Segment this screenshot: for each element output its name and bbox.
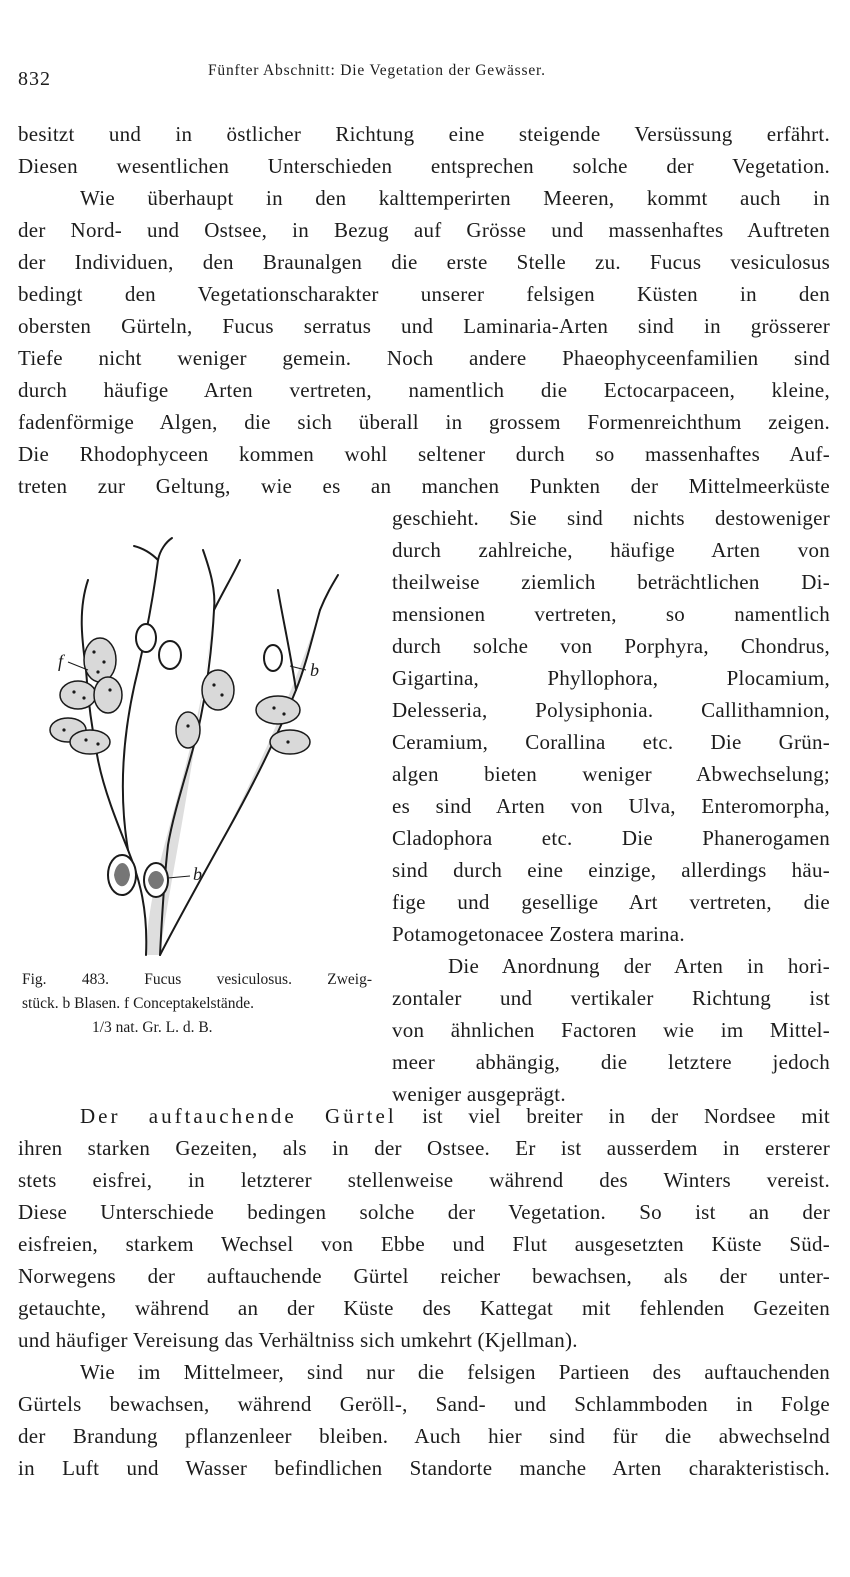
figure-label-b-upper: b [310,660,319,680]
text-line: Die Rhodophyceen kommen wohl seltener durch so massenhaftes Auf- [18,442,830,466]
text-line: Gürtels bewachsen, während Geröll-, Sand- und Schlammboden in Folge [18,1392,830,1416]
text-line: und häufiger Vereisung das Verhältniss sich umkehrt (Kjellman). [18,1328,578,1352]
text-line: Diese Unterschiede bedingen solche der Vegetation. So ist an der [18,1200,830,1224]
text-line: durch zahlreiche, häufige Arten von [392,538,830,562]
text-line: Cladophora etc. Die Phanerogamen [392,826,830,850]
text-fragment: ist viel breiter in der Nordsee mit [422,1104,830,1128]
text-line: Tiefe nicht weniger gemein. Noch andere Phaeophyceenfamilien sind [18,346,830,370]
text-line: der Individuen, den Braunalgen die erste Stelle zu. Fucus vesiculosus [18,250,830,274]
text-line: weniger ausgeprägt. [392,1082,566,1106]
running-title: Fünfter Abschnitt: Die Vegetation der Gewässer. [208,62,546,79]
caption-line: stück. b Blasen. f Conceptakelstände. [22,995,255,1012]
emphasized-term: Der auftauchende Gürtel [80,1104,397,1128]
text-line: algen bieten weniger Abwechselung; [392,762,830,786]
text-line: ihren starken Gezeiten, als in der Ostsee. Er ist ausserdem in ersterer [18,1136,830,1160]
figure-label-b-lower: b [193,864,202,884]
text-line: mensionen vertreten, so namentlich [392,602,830,626]
text-line: von ähnlichen Factoren wie im Mittel- [392,1018,830,1042]
text-line: Delesseria, Polysiphonia. Callithamnion, [392,698,830,722]
fucus-illustration [28,530,373,960]
text-line: in Luft und Wasser befindlichen Standorte manche Arten charakteristisch. [18,1456,830,1480]
text-line: fige und gesellige Art vertreten, die [392,890,830,914]
text-line: Ceramium, Corallina etc. Die Grün- [392,730,830,754]
text-line: Die Anordnung der Arten in hori- [448,954,830,978]
text-line: der Brandung pflanzenleer bleiben. Auch hier sind für die abwechselnd [18,1424,830,1448]
caption-line: 1/3 nat. Gr. L. d. B. [92,1019,213,1036]
text-line: stets eisfrei, in letzterer stellenweise während des Winters vereist. [18,1168,830,1192]
text-line: meer abhängig, die letztere jedoch [392,1050,830,1074]
page-header [18,58,818,88]
text-line: besitzt und in östlicher Richtung eine steigende Versüssung erfährt. [18,122,830,146]
text-line: getauchte, während an der Küste des Kattegat mit fehlenden Gezeiten [18,1296,830,1320]
text-line: bedingt den Vegetationscharakter unserer felsigen Küsten in den [18,282,830,306]
page-number: 832 [18,68,51,90]
text-line: fadenförmige Algen, die sich überall in grossem Formenreichthum zeigen. [18,410,830,434]
text-line: Gigartina, Phyllophora, Plocamium, [392,666,830,690]
text-line: Potamogetonacee Zostera marina. [392,922,685,946]
figure-label-f: f [58,651,64,671]
text-line: zontaler und vertikaler Richtung ist [392,986,830,1010]
caption-line: Fig. 483. Fucus vesiculosus. Zweig- [22,971,372,988]
text-line: geschieht. Sie sind nichts destoweniger [392,506,830,530]
text-line [80,1100,830,1132]
text-line: sind durch eine einzige, allerdings häu- [392,858,830,882]
text-line: theilweise ziemlich beträchtlichen Di- [392,570,830,594]
text-line: treten zur Geltung, wie es an manchen Punkten der Mittelmeerküste [18,474,830,498]
text-line: es sind Arten von Ulva, Enteromorpha, [392,794,830,818]
text-line: Norwegens der auftauchende Gürtel reicher bewachsen, als der unter- [18,1264,830,1288]
text-line: durch häufige Arten vertreten, namentlich die Ectocarpaceen, kleine, [18,378,830,402]
text-line: eisfreien, starkem Wechsel von Ebbe und Flut ausgesetzten Küste Süd- [18,1232,830,1256]
text-line: Diesen wesentlichen Unterschieden entsprechen solche der Vegetation. [18,154,830,178]
text-line: Wie im Mittelmeer, sind nur die felsigen Partieen des auftauchenden [80,1360,830,1384]
text-line: durch solche von Porphyra, Chondrus, [392,634,830,658]
text-line: obersten Gürteln, Fucus serratus und Laminaria-Arten sind in grösserer [18,314,830,338]
figure-caption [22,968,372,1040]
text-line: Wie überhaupt in den kalttemperirten Meeren, kommt auch in [80,186,830,210]
text-line: der Nord- und Ostsee, in Bezug auf Grösse und massenhaftes Auftreten [18,218,830,242]
